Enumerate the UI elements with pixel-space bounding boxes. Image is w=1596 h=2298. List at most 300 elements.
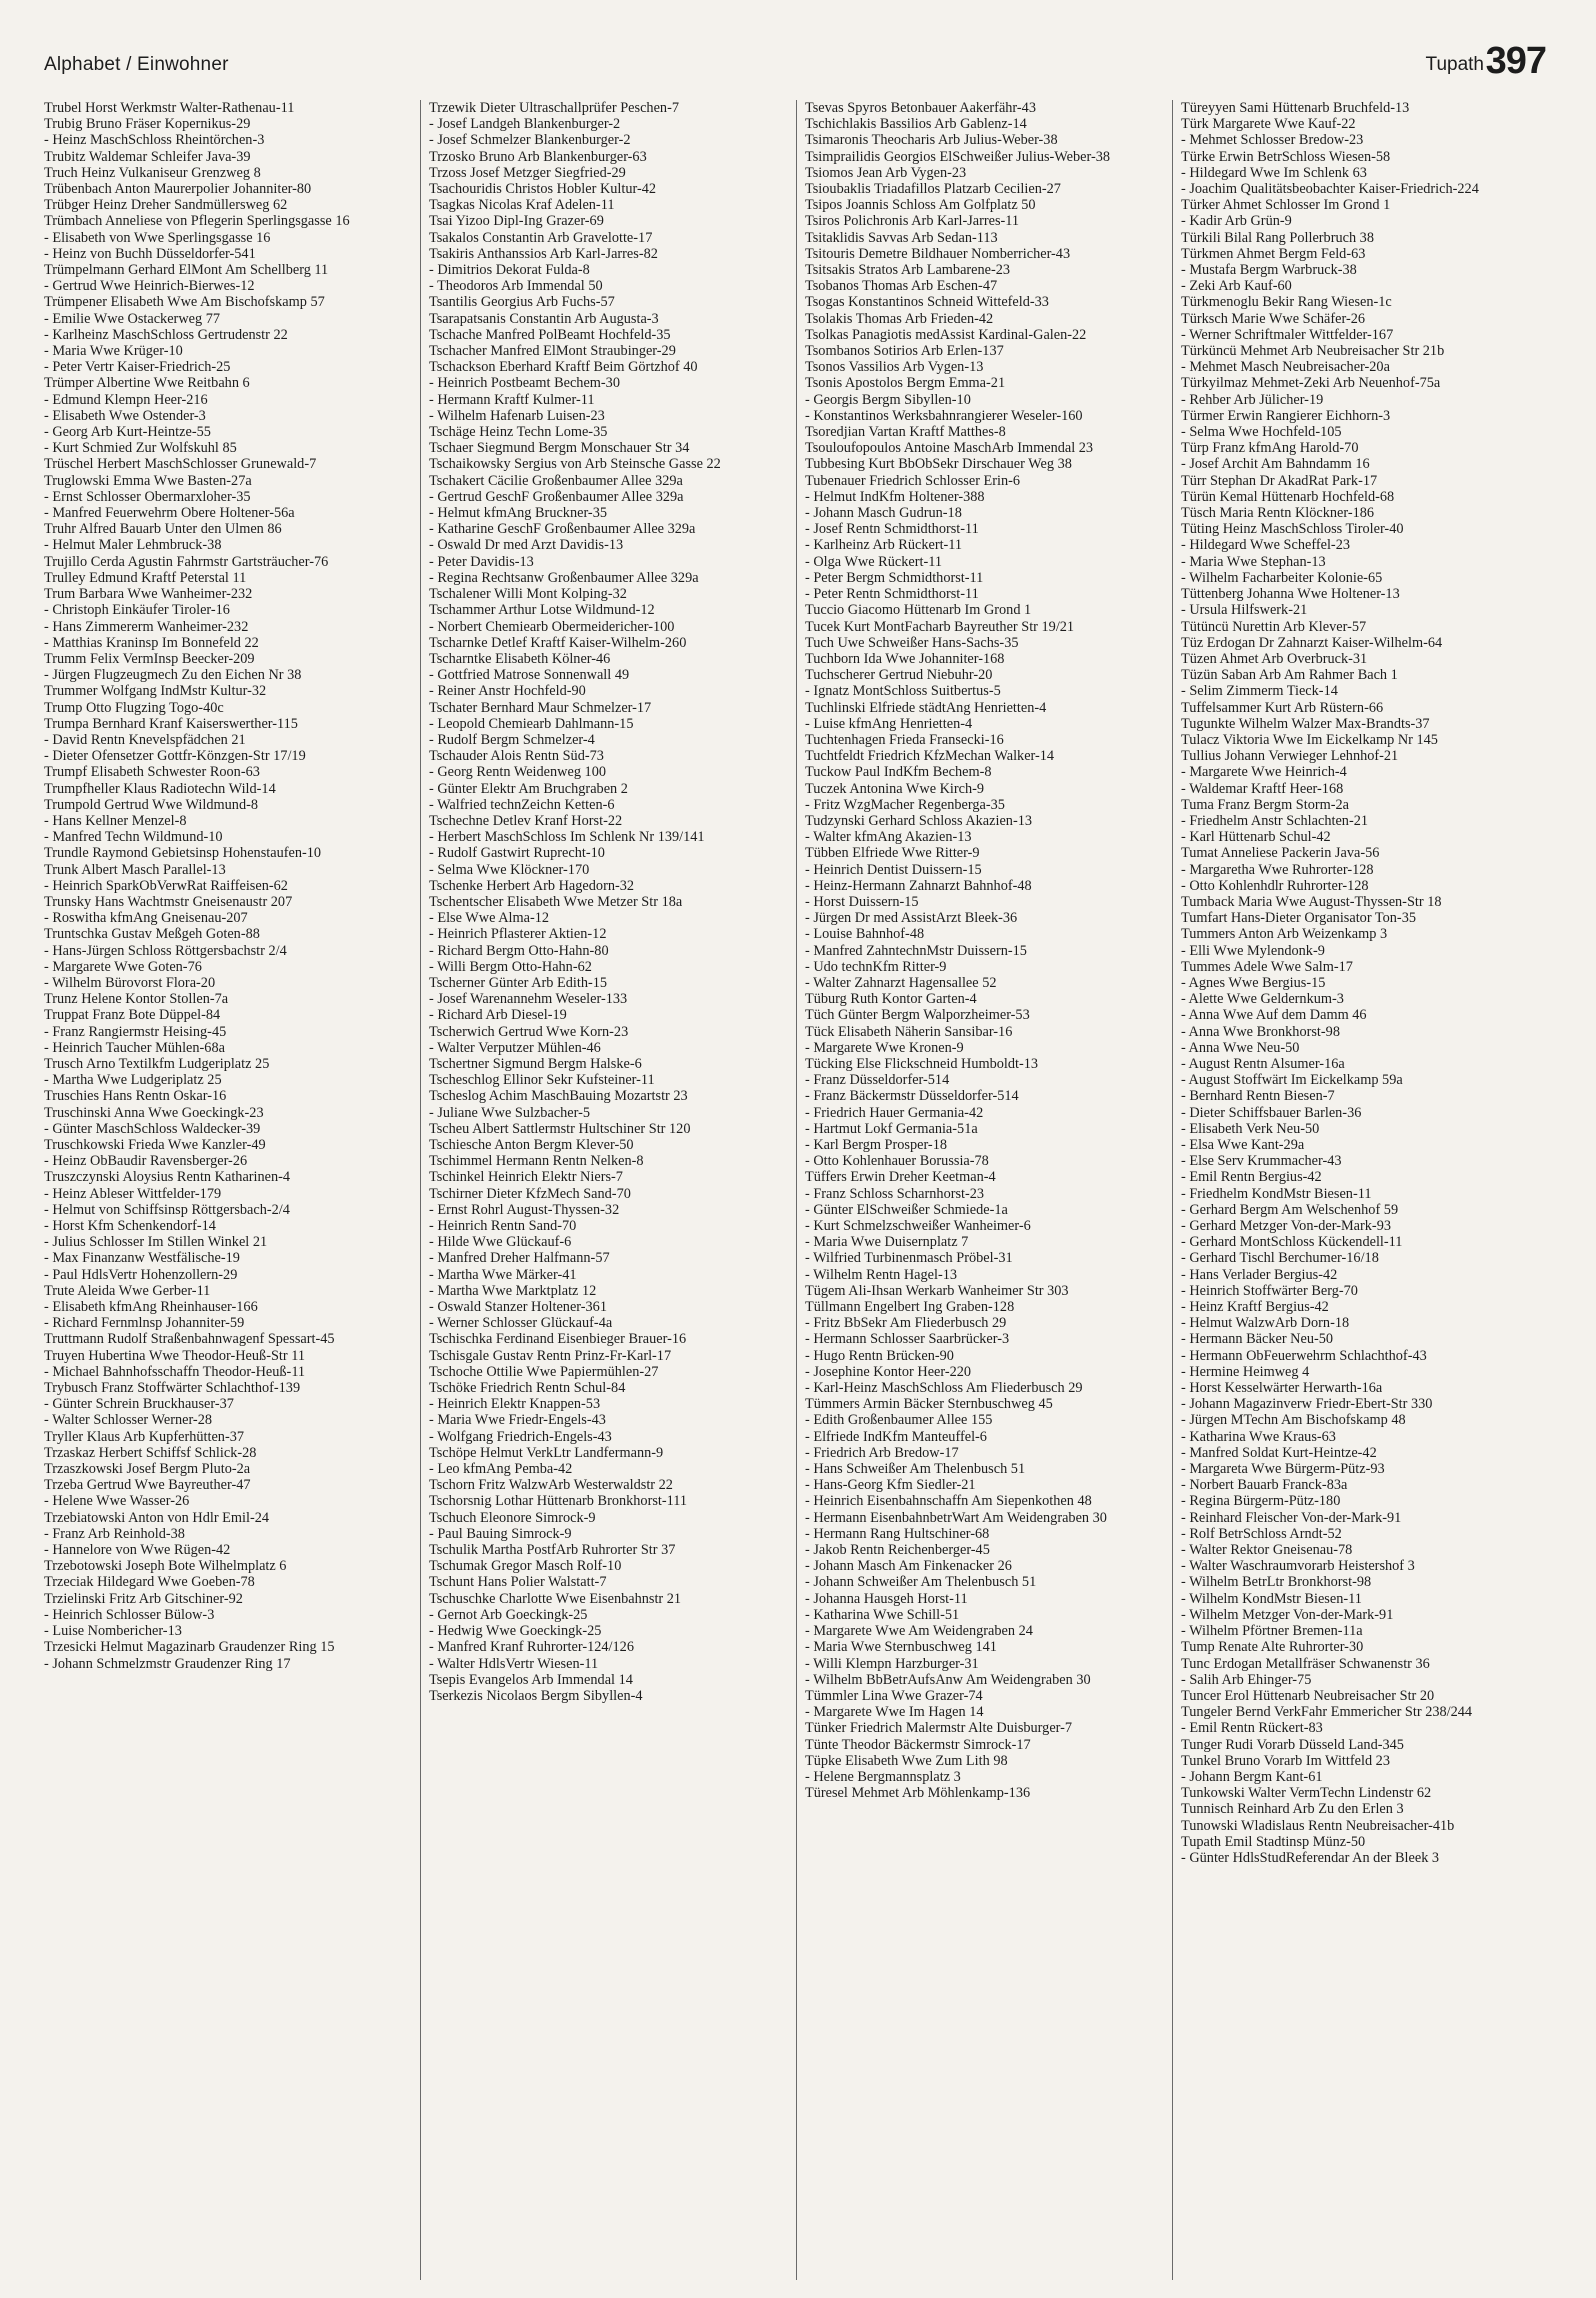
directory-entry: Trubig Bruno Fräser Kopernikus-29 bbox=[44, 116, 251, 133]
directory-entry: - Joachim Qualitätsbeobachter Kaiser-Friedrich-224 bbox=[1181, 181, 1479, 198]
directory-entry: - Roswitha kfmAng Gneisenau-207 bbox=[44, 910, 248, 927]
directory-entry: Tump Renate Alte Ruhrorter-30 bbox=[1181, 1639, 1364, 1656]
directory-entry: Tschorsnig Lothar Hüttenarb Bronkhorst-111 bbox=[429, 1493, 688, 1510]
directory-entry: Tünker Friedrich Malermstr Alte Duisburger-7 bbox=[805, 1720, 1073, 1737]
directory-entry: Tsolkas Panagiotis medAssist Kardinal-Galen-22 bbox=[805, 326, 1087, 343]
directory-entry: - Horst Kesselwärter Herwarth-16a bbox=[1181, 1380, 1383, 1397]
directory-entry: Trzeba Gertrud Wwe Bayreuther-47 bbox=[44, 1477, 251, 1494]
directory-entry: Tschichlakis Bassilios Arb Gablenz-14 bbox=[805, 116, 1027, 133]
directory-entry: - Franz Düsseldorfer-514 bbox=[805, 1072, 950, 1089]
directory-entry: Truschkowski Frieda Wwe Kanzler-49 bbox=[44, 1137, 266, 1153]
directory-entry: - Karlheinz Arb Rückert-11 bbox=[805, 537, 963, 554]
directory-entry: Trumm Felix VermInsp Beecker-209 bbox=[44, 650, 255, 667]
directory-entry: Trümper Albertine Wwe Reitbahn 6 bbox=[44, 375, 250, 392]
directory-entry: Tschirner Dieter KfzMech Sand-70 bbox=[429, 1185, 631, 1202]
directory-entry: - Ignatz MontSchloss Suitbertus-5 bbox=[805, 683, 1001, 700]
directory-entry: - Julius Schlosser Im Stillen Winkel 21 bbox=[44, 1234, 268, 1251]
directory-entry: - Peter Bergm Schmidthorst-11 bbox=[805, 569, 984, 586]
directory-entry: - Hedwig Wwe Goeckingk-25 bbox=[429, 1623, 602, 1640]
directory-entry: Truttmann Rudolf Straßenbahnwagenf Spessart-45 bbox=[44, 1331, 335, 1348]
running-head-word: Tupath bbox=[1425, 54, 1484, 75]
directory-entry: - Heinz ObBaudir Ravensberger-26 bbox=[44, 1153, 248, 1170]
directory-entry: - Hans Zimmererm Wanheimer-232 bbox=[44, 618, 249, 635]
directory-entry: - Gerhard Tischl Berchumer-16/18 bbox=[1181, 1250, 1379, 1267]
directory-entry: - Mustafa Bergm Warbruck-38 bbox=[1181, 262, 1357, 279]
directory-entry: - Margarete Wwe Heinrich-4 bbox=[1181, 764, 1347, 781]
directory-entry: Türksch Marie Wwe Schäfer-26 bbox=[1181, 310, 1366, 327]
directory-entry: - Salih Arb Ehinger-75 bbox=[1181, 1671, 1312, 1688]
directory-entry: - Friedrich Arb Bredow-17 bbox=[805, 1444, 959, 1461]
directory-entry: - Matthias Kraninsp Im Bonnefeld 22 bbox=[44, 634, 259, 651]
directory-entry: Tubbesing Kurt BbObSekr Dirschauer Weg 38 bbox=[805, 456, 1072, 473]
directory-entry: - Manfred Dreher Halfmann-57 bbox=[429, 1250, 610, 1267]
directory-entry: Trunz Helene Kontor Stollen-7a bbox=[44, 991, 229, 1008]
directory-entry: Tsobanos Thomas Arb Eschen-47 bbox=[805, 278, 998, 295]
directory-entry: - Ernst Schlosser Obermarxloher-35 bbox=[44, 488, 251, 505]
directory-entry: - Hermine Heimweg 4 bbox=[1181, 1363, 1310, 1380]
directory-entry: Tsipos Joannis Schloss Am Golfplatz 50 bbox=[805, 197, 1036, 214]
directory-entry: - Gertrud Wwe Heinrich-Bierwes-12 bbox=[44, 278, 255, 295]
directory-entry: - Heinz Kraftf Bergius-42 bbox=[1181, 1299, 1329, 1316]
directory-entry: Tüzen Ahmet Arb Overbruck-31 bbox=[1181, 650, 1368, 667]
directory-entry: - Johanna Hausgeh Horst-11 bbox=[805, 1590, 968, 1607]
directory-entry: - Walfried technZeichn Ketten-6 bbox=[429, 796, 615, 813]
directory-entry: Türp Franz kfmAng Harold-70 bbox=[1181, 440, 1359, 457]
directory-entry: Tschäge Heinz Techn Lome-35 bbox=[429, 424, 608, 441]
directory-entry: Tschater Bernhard Maur Schmelzer-17 bbox=[429, 699, 652, 716]
directory-entry: - Jürgen MTechn Am Bischofskamp 48 bbox=[1181, 1412, 1406, 1429]
directory-entry: - Heinrich Schlosser Bülow-3 bbox=[44, 1606, 215, 1623]
directory-entry: - Willi Klempn Harzburger-31 bbox=[805, 1655, 979, 1672]
directory-entry: - Wilhelm Facharbeiter Kolonie-65 bbox=[1181, 569, 1383, 586]
directory-entry: - Heinrich Elektr Knappen-53 bbox=[429, 1396, 601, 1413]
directory-entry: Tschöke Friedrich Rentn Schul-84 bbox=[429, 1380, 626, 1397]
directory-entry: - Norbert Chemiearb Obermeidericher-100 bbox=[429, 618, 675, 635]
directory-entry: - Günter MaschSchloss Waldecker-39 bbox=[44, 1120, 261, 1137]
directory-entry: - Luise kfmAng Henrietten-4 bbox=[805, 715, 973, 732]
directory-entry: - Emil Rentn Bergius-42 bbox=[1181, 1169, 1322, 1186]
directory-entry: - Heinz MaschSchloss Rheintörchen-3 bbox=[44, 132, 265, 149]
directory-entry: Trzaszkowski Josef Bergm Pluto-2a bbox=[44, 1461, 251, 1478]
directory-entry: - Josef Schmelzer Blankenburger-2 bbox=[429, 132, 631, 149]
directory-entry: Tüz Erdogan Dr Zahnarzt Kaiser-Wilhelm-64 bbox=[1181, 634, 1443, 651]
directory-entry: Tschalener Willi Mont Kolping-32 bbox=[429, 586, 627, 603]
directory-entry: Tsarapatsanis Constantin Arb Augusta-3 bbox=[429, 310, 659, 327]
directory-entry: - Wilhelm BbBetrAufsAnw Am Weidengraben 30 bbox=[805, 1671, 1091, 1688]
directory-entry: Tschischka Ferdinand Eisenbieger Brauer-16 bbox=[429, 1331, 687, 1348]
directory-entry: - Elisabeth Verk Neu-50 bbox=[1181, 1120, 1320, 1137]
directory-entry: Trute Aleida Wwe Gerber-11 bbox=[44, 1282, 211, 1299]
directory-entry: Tschammer Arthur Lotse Wildmund-12 bbox=[429, 602, 655, 619]
directory-entry: - Johann Schweißer Am Thelenbusch 51 bbox=[805, 1574, 1037, 1591]
directory-entry: Trummer Wolfgang IndMstr Kultur-32 bbox=[44, 683, 267, 700]
directory-entry: Tunnisch Reinhard Arb Zu den Erlen 3 bbox=[1181, 1801, 1404, 1818]
directory-entry: Tschaer Siegmund Bergm Monschauer Str 34 bbox=[429, 440, 690, 457]
directory-entry: Trzebotowski Joseph Bote Wilhelmplatz 6 bbox=[44, 1558, 287, 1575]
directory-entry: - Walter Waschraumvorarb Heistershof 3 bbox=[1181, 1558, 1415, 1575]
directory-entry: Truntschka Gustav Meßgeh Goten-88 bbox=[44, 926, 260, 943]
directory-entry: Tsitsakis Stratos Arb Lambarene-23 bbox=[805, 262, 1011, 279]
directory-entry: Trumpa Bernhard Kranf Kaiserswerther-115 bbox=[44, 715, 298, 732]
directory-entry: Tuchtenhagen Frieda Fransecki-16 bbox=[805, 731, 1004, 748]
directory-entry: Tubenauer Friedrich Schlosser Erin-6 bbox=[805, 472, 1021, 489]
directory-entry: - Dieter Ofensetzer Gottfr-Könzgen-Str 17/19 bbox=[44, 748, 306, 765]
directory-entry: - Gerhard Bergm Am Welschenhof 59 bbox=[1181, 1201, 1399, 1218]
directory-entry: - Johann Bergm Kant-61 bbox=[1181, 1768, 1323, 1785]
directory-entry: - Walter kfmAng Akazien-13 bbox=[805, 829, 972, 846]
directory-entry: Tuchtfeldt Friedrich KfzMechan Walker-14 bbox=[805, 748, 1055, 765]
directory-entry: Tsimprailidis Georgios ElSchweißer Julius-Weber-38 bbox=[805, 148, 1111, 165]
directory-entry: - Hans Schweißer Am Thelenbusch 51 bbox=[805, 1461, 1026, 1478]
directory-entry: Tsachouridis Christos Hobler Kultur-42 bbox=[429, 181, 657, 198]
directory-entry: - Kadir Arb Grün-9 bbox=[1181, 213, 1292, 230]
directory-entry: - Richard Bergm Otto-Hahn-80 bbox=[429, 942, 609, 959]
directory-entry: Tüch Günter Bergm Walporzheimer-53 bbox=[805, 1007, 1030, 1024]
directory-entry: - Wilhelm Hafenarb Luisen-23 bbox=[429, 407, 605, 424]
directory-entry: Tüttenberg Johanna Wwe Holtener-13 bbox=[1181, 586, 1400, 603]
directory-entry: Türr Stephan Dr AkadRat Park-17 bbox=[1181, 472, 1378, 489]
directory-entry: - Hermann ObFeuerwehrm Schlachthof-43 bbox=[1181, 1347, 1427, 1364]
directory-entry: Tünte Theodor Bäckermstr Simrock-17 bbox=[805, 1736, 1031, 1753]
directory-entry: - Horst Duissern-15 bbox=[805, 893, 919, 910]
directory-entry: - Regina Bürgerm-Pütz-180 bbox=[1181, 1493, 1341, 1510]
directory-entry: Tupath Emil Stadtinsp Münz-50 bbox=[1181, 1833, 1366, 1850]
directory-entry: Truppat Franz Bote Düppel-84 bbox=[44, 1007, 221, 1024]
directory-entry: - Gertrud GeschF Großenbaumer Allee 329a bbox=[429, 488, 684, 505]
directory-entry: - Kurt Schmelzschweißer Wanheimer-6 bbox=[805, 1218, 1031, 1235]
directory-entry: - Margarete Wwe Am Weidengraben 24 bbox=[805, 1623, 1033, 1640]
directory-entry: Tschechne Detlev Kranf Horst-22 bbox=[429, 812, 623, 829]
directory-entry: - Richard Fernmlnsp Johanniter-59 bbox=[44, 1315, 245, 1332]
directory-entry: - Hildegard Wwe Scheffel-23 bbox=[1181, 537, 1350, 554]
directory-entry: - Rudolf Bergm Schmelzer-4 bbox=[429, 731, 595, 748]
directory-entry: Tüllmann Engelbert Ing Graben-128 bbox=[805, 1299, 1015, 1316]
column-1 bbox=[44, 100, 420, 2280]
directory-entry: Trzosko Bruno Arb Blankenburger-63 bbox=[429, 148, 647, 165]
directory-entry: - Selma Wwe Hochfeld-105 bbox=[1181, 424, 1342, 441]
directory-entry: Truyen Hubertina Wwe Theodor-Heuß-Str 11 bbox=[44, 1347, 305, 1364]
directory-entry: - Karl-Heinz MaschSchloss Am Fliederbusch 29 bbox=[805, 1380, 1083, 1397]
directory-entry: - Walter Rektor Gneisenau-78 bbox=[1181, 1542, 1353, 1559]
directory-entry: - Gottfried Matrose Sonnenwall 49 bbox=[429, 667, 630, 684]
directory-entry: - Helmut IndKfm Holtener-388 bbox=[805, 488, 985, 505]
directory-entry: - Michael Bahnhofsschaffn Theodor-Heuß-11 bbox=[44, 1363, 306, 1380]
directory-entry: - Wolfgang Friedrich-Engels-43 bbox=[429, 1428, 612, 1445]
directory-entry: - Anna Wwe Auf dem Damm 46 bbox=[1181, 1007, 1367, 1024]
directory-entry: - Heinrich SparkObVerwRat Raiffeisen-62 bbox=[44, 877, 288, 894]
directory-entry: - Günter Schrein Bruckhauser-37 bbox=[44, 1396, 234, 1413]
directory-entry: Tuccio Giacomo Hüttenarb Im Grond 1 bbox=[805, 602, 1032, 619]
directory-entry: - Waldemar Kraftf Heer-168 bbox=[1181, 780, 1344, 797]
directory-entry: Türk Margarete Wwe Kauf-22 bbox=[1181, 116, 1356, 133]
section-title: Alphabet / Einwohner bbox=[44, 54, 229, 75]
directory-entry: Tschertner Sigmund Bergm Halske-6 bbox=[429, 1055, 642, 1072]
directory-entry: Tuncer Erol Hüttenarb Neubreisacher Str 20 bbox=[1181, 1687, 1435, 1704]
directory-entry: Truch Heinz Vulkaniseur Grenzweg 8 bbox=[44, 164, 261, 181]
directory-entry: Trulley Edmund Kraftf Peterstal 11 bbox=[44, 569, 247, 586]
directory-entry: Tsepis Evangelos Arb Immendal 14 bbox=[429, 1671, 633, 1688]
directory-entry: Türkmenoglu Bekir Rang Wiesen-1c bbox=[1181, 294, 1392, 311]
directory-entry: - Franz Rangiermstr Heising-45 bbox=[44, 1023, 227, 1040]
directory-entry: Tschunt Hans Polier Walstatt-7 bbox=[429, 1574, 607, 1591]
directory-entry: Trüschel Herbert MaschSchlosser Grunewald-7 bbox=[44, 456, 317, 473]
directory-entry: - Friedhelm KondMstr Biesen-11 bbox=[1181, 1185, 1372, 1202]
directory-entry: - Elisabeth kfmAng Rheinhauser-166 bbox=[44, 1299, 258, 1316]
directory-entry: Tsagkas Nicolas Kraf Adelen-11 bbox=[429, 197, 615, 214]
directory-entry: Tunkowski Walter VermTechn Lindenstr 62 bbox=[1181, 1785, 1432, 1802]
directory-entry: - Helmut kfmAng Bruckner-35 bbox=[429, 505, 607, 522]
directory-entry: - Martha Wwe Märker-41 bbox=[429, 1266, 577, 1283]
directory-entry: Tscherner Günter Arb Edith-15 bbox=[429, 974, 608, 991]
directory-entry: - Heinrich Postbeamt Bechem-30 bbox=[429, 375, 620, 392]
directory-entry: Tulacz Viktoria Wwe Im Eickelkamp Nr 145 bbox=[1181, 731, 1438, 748]
directory-entry: - Edmund Klempn Heer-216 bbox=[44, 391, 208, 408]
directory-entry: Tumat Anneliese Packerin Java-56 bbox=[1181, 845, 1380, 862]
directory-entry: Tummes Adele Wwe Salm-17 bbox=[1181, 958, 1353, 975]
directory-entry: - Wilhelm Rentn Hagel-13 bbox=[805, 1266, 958, 1283]
directory-entry: - Else Wwe Alma-12 bbox=[429, 910, 550, 927]
directory-entry: - Karl Bergm Prosper-18 bbox=[805, 1137, 947, 1153]
directory-entry: Tschackson Eberhard Kraftf Beim Görtzhof 40 bbox=[429, 359, 698, 376]
directory-entry: - Hermann Kraftf Kulmer-11 bbox=[429, 391, 595, 408]
directory-entry: Tsoredjian Vartan Kraftf Matthes-8 bbox=[805, 424, 1006, 441]
directory-entry: - Mehmet Schlosser Bredow-23 bbox=[1181, 132, 1364, 149]
directory-entry: - Heinz Ableser Wittfelder-179 bbox=[44, 1185, 222, 1202]
directory-entry: - Theodoros Arb Immendal 50 bbox=[429, 278, 603, 295]
directory-entry: - Maria Wwe Friedr-Engels-43 bbox=[429, 1412, 606, 1429]
directory-entry: Tscheschlog Ellinor Sekr Kufsteiner-11 bbox=[429, 1072, 655, 1089]
directory-entry: - Maria Wwe Krüger-10 bbox=[44, 343, 183, 360]
directory-entry: Truglowski Emma Wwe Basten-27a bbox=[44, 472, 252, 489]
directory-entry: Tüzün Saban Arb Am Rahmer Bach 1 bbox=[1181, 667, 1398, 684]
directory-entry: Tsiomos Jean Arb Vygen-23 bbox=[805, 164, 967, 181]
directory-entry: Tunkel Bruno Vorarb Im Wittfeld 23 bbox=[1181, 1752, 1390, 1769]
directory-entry: - Heinrich Eisenbahnschaffn Am Siepenkothen 48 bbox=[805, 1493, 1092, 1510]
directory-entry: - Josephine Kontor Heer-220 bbox=[805, 1363, 972, 1380]
directory-entry: - Heinz von Buchh Düsseldorfer-541 bbox=[44, 245, 256, 262]
directory-entry: Truszczynski Aloysius Rentn Katharinen-4 bbox=[44, 1169, 291, 1186]
directory-entry: Tück Elisabeth Näherin Sansibar-16 bbox=[805, 1023, 1013, 1040]
directory-entry: Tsakalos Constantin Arb Gravelotte-17 bbox=[429, 229, 653, 246]
directory-entry: Türküncü Mehmet Arb Neubreisacher Str 21b bbox=[1181, 343, 1445, 360]
directory-entry: Tschacher Manfred ElMont Straubinger-29 bbox=[429, 343, 676, 360]
page-header bbox=[44, 40, 1546, 86]
directory-entry: Türün Kemal Hüttenarb Hochfeld-68 bbox=[1181, 488, 1395, 505]
directory-entry: - Otto Kohlenhauer Borussia-78 bbox=[805, 1153, 989, 1170]
directory-entry: Türkili Bilal Rang Pollerbruch 38 bbox=[1181, 229, 1374, 246]
directory-entry: Tschuschke Charlotte Wwe Eisenbahnstr 21 bbox=[429, 1590, 682, 1607]
directory-entry: - Josef Rentn Schmidthorst-11 bbox=[805, 521, 979, 538]
directory-entry: - Jakob Rentn Reichenberger-45 bbox=[805, 1542, 990, 1559]
directory-entry: - Paul HdlsVertr Hohenzollern-29 bbox=[44, 1266, 238, 1283]
directory-entry: Tschulik Martha PostfArb Ruhrorter Str 37 bbox=[429, 1542, 676, 1559]
directory-entry: Tügem Ali-Ihsan Werkarb Wanheimer Str 303 bbox=[805, 1282, 1069, 1299]
directory-entry: - Elisabeth von Wwe Sperlingsgasse 16 bbox=[44, 229, 271, 246]
directory-entry: Trundle Raymond Gebietsinsp Hohenstaufen-10 bbox=[44, 845, 322, 862]
directory-entry: - Gerhard MontSchloss Kückendell-11 bbox=[1181, 1234, 1403, 1251]
directory-entry: Tummers Anton Arb Weizenkamp 3 bbox=[1181, 926, 1388, 943]
directory-entry: - Gernot Arb Goeckingk-25 bbox=[429, 1606, 588, 1623]
directory-entry: - Josef Archit Am Bahndamm 16 bbox=[1181, 456, 1370, 473]
directory-entry: Tuchlinski Elfriede städtAng Henrietten-4 bbox=[805, 699, 1047, 716]
directory-entry: - Olga Wwe Rückert-11 bbox=[805, 553, 942, 570]
directory-entry: Tschuch Eleonore Simrock-9 bbox=[429, 1509, 596, 1526]
directory-entry: Tsiros Polichronis Arb Karl-Jarres-11 bbox=[805, 213, 1020, 230]
directory-entry: Tsitouris Demetre Bildhauer Nomberricher-43 bbox=[805, 245, 1071, 262]
directory-entry: - Elsa Wwe Kant-29a bbox=[1181, 1137, 1305, 1153]
directory-entry: - Hans-Georg Kfm Siedler-21 bbox=[805, 1477, 976, 1494]
directory-entry: - Helene Wwe Wasser-26 bbox=[44, 1493, 190, 1510]
directory-entry: - Johann Schmelzmstr Graudenzer Ring 17 bbox=[44, 1655, 291, 1672]
directory-entry: Tscharnke Detlef Kraftf Kaiser-Wilhelm-260 bbox=[429, 634, 687, 651]
directory-entry: - Georgis Bergm Sibyllen-10 bbox=[805, 391, 971, 408]
directory-entry: - Emil Rentn Rückert-83 bbox=[1181, 1720, 1323, 1737]
directory-entry: - Maria Wwe Duisernplatz 7 bbox=[805, 1234, 969, 1251]
directory-entry: - Mehmet Masch Neubreisacher-20a bbox=[1181, 359, 1390, 376]
directory-entry: Truschinski Anna Wwe Goeckingk-23 bbox=[44, 1104, 264, 1121]
directory-entry: - Margarete Wwe Goten-76 bbox=[44, 958, 202, 975]
directory-entry: Tschorn Fritz WalzwArb Westerwaldstr 22 bbox=[429, 1477, 673, 1494]
directory-entry: Tryller Klaus Arb Kupferhütten-37 bbox=[44, 1428, 244, 1445]
directory-entry: - Horst Kfm Schenkendorf-14 bbox=[44, 1218, 216, 1235]
directory-entry: - Hartmut Lokf Germania-51a bbox=[805, 1120, 978, 1137]
directory-entry: - Josef Warenannehm Weseler-133 bbox=[429, 991, 628, 1008]
directory-entry: - Paul Bauing Simrock-9 bbox=[429, 1525, 572, 1542]
directory-entry: Tübben Elfriede Wwe Ritter-9 bbox=[805, 845, 980, 862]
directory-entry: - Zeki Arb Kauf-60 bbox=[1181, 278, 1292, 295]
directory-entry: Türkyilmaz Mehmet-Zeki Arb Neuenhof-75a bbox=[1181, 375, 1441, 392]
column-2 bbox=[420, 100, 796, 2280]
directory-entry: - Fritz BbSekr Am Fliederbusch 29 bbox=[805, 1315, 1007, 1332]
directory-entry: - Georg Arb Kurt-Heintze-55 bbox=[44, 424, 211, 441]
directory-entry: Tuchscherer Gertrud Niebuhr-20 bbox=[805, 667, 993, 684]
directory-entry: - Reinhard Fleischer Von-der-Mark-91 bbox=[1181, 1509, 1402, 1526]
directory-entry: - Margarete Wwe Kronen-9 bbox=[805, 1039, 964, 1056]
directory-entry: Trump Otto Flugzing Togo-40c bbox=[44, 699, 224, 716]
directory-entry: Trzebiatowski Anton von Hdlr Emil-24 bbox=[44, 1509, 270, 1526]
directory-entry: - Luise Nombericher-13 bbox=[44, 1623, 182, 1640]
directory-entry: Tümmler Lina Wwe Grazer-74 bbox=[805, 1687, 983, 1704]
directory-entry: Tüting Heinz MaschSchloss Tiroler-40 bbox=[1181, 521, 1404, 538]
directory-entry: Türmer Erwin Rangierer Eichhorn-3 bbox=[1181, 407, 1391, 424]
directory-entry: Tunc Erdogan Metallfräser Schwanenstr 36 bbox=[1181, 1655, 1430, 1672]
directory-entry: Tscherwich Gertrud Wwe Korn-23 bbox=[429, 1023, 629, 1040]
directory-entry: Trzoss Josef Metzger Siegfried-29 bbox=[429, 164, 626, 181]
directory-entry: - Peter Vertr Kaiser-Friedrich-25 bbox=[44, 359, 231, 376]
directory-entry: Tschimmel Hermann Rentn Nelken-8 bbox=[429, 1153, 644, 1170]
directory-entry: - Margareta Wwe Bürgerm-Pütz-93 bbox=[1181, 1461, 1385, 1478]
directory-entry: Tscheu Albert Sattlermstr Hultschiner Str 120 bbox=[429, 1120, 691, 1137]
directory-entry: - Karl Hüttenarb Schul-42 bbox=[1181, 829, 1331, 846]
directory-entry: - Heinrich Stoffwärter Berg-70 bbox=[1181, 1282, 1358, 1299]
directory-entry: - Norbert Bauarb Franck-83a bbox=[1181, 1477, 1348, 1494]
directory-entry: - Peter Rentn Schmidthorst-11 bbox=[805, 586, 979, 603]
directory-entry: Tumback Maria Wwe August-Thyssen-Str 18 bbox=[1181, 893, 1442, 910]
directory-entry: - Hilde Wwe Glückauf-6 bbox=[429, 1234, 572, 1251]
directory-entry: Trübenbach Anton Maurerpolier Johanniter-80 bbox=[44, 181, 312, 198]
directory-entry: - Friedhelm Anstr Schlachten-21 bbox=[1181, 812, 1369, 829]
directory-entry: Trubel Horst Werkmstr Walter-Rathenau-11 bbox=[44, 100, 295, 116]
directory-entry: Trübger Heinz Dreher Sandmüllersweg 62 bbox=[44, 197, 288, 214]
directory-entry: - Dimitrios Dekorat Fulda-8 bbox=[429, 262, 590, 279]
directory-entry: - Helene Bergmannsplatz 3 bbox=[805, 1768, 961, 1785]
directory-entry: - Heinrich Dentist Duissern-15 bbox=[805, 861, 982, 878]
directory-entry: Trubitz Waldemar Schleifer Java-39 bbox=[44, 148, 251, 165]
directory-entry: Tserkezis Nicolaos Bergm Sibyllen-4 bbox=[429, 1687, 643, 1704]
directory-entry: - Hermann Bäcker Neu-50 bbox=[1181, 1331, 1334, 1348]
directory-entry: - Hans Verlader Bergius-42 bbox=[1181, 1266, 1338, 1283]
directory-entry: Tüpke Elisabeth Wwe Zum Lith 98 bbox=[805, 1752, 1008, 1769]
directory-entry: Tuffelsammer Kurt Arb Rüstern-66 bbox=[1181, 699, 1384, 716]
directory-entry: - Jürgen Dr med AssistArzt Bleek-36 bbox=[805, 910, 1018, 927]
directory-entry: Trumpf Elisabeth Schwester Roon-63 bbox=[44, 764, 260, 781]
directory-entry: - Johann Masch Am Finkenacker 26 bbox=[805, 1558, 1012, 1575]
directory-entry: Tschakert Cäcilie Großenbaumer Allee 329a bbox=[429, 472, 683, 489]
directory-entry: Tsogas Konstantinos Schneid Wittefeld-33 bbox=[805, 294, 1049, 311]
directory-entry: - August Rentn Alsumer-16a bbox=[1181, 1055, 1345, 1072]
directory-entry: Tüburg Ruth Kontor Garten-4 bbox=[805, 991, 977, 1008]
directory-entry: Tschumak Gregor Masch Rolf-10 bbox=[429, 1558, 622, 1575]
directory-entry: - Elfriede IndKfm Manteuffel-6 bbox=[805, 1428, 987, 1445]
directory-entry: - Herbert MaschSchloss Im Schlenk Nr 139/141 bbox=[429, 829, 705, 846]
directory-entry: Trunk Albert Masch Parallel-13 bbox=[44, 861, 226, 878]
directory-entry: - Dieter Schiffsbauer Barlen-36 bbox=[1181, 1104, 1362, 1121]
directory-entry: - Friedrich Hauer Germania-42 bbox=[805, 1104, 984, 1121]
directory-entry: - Peter Davidis-13 bbox=[429, 553, 534, 570]
directory-entry: - Oswald Dr med Arzt Davidis-13 bbox=[429, 537, 624, 554]
directory-entry: - Katharina Wwe Kraus-63 bbox=[1181, 1428, 1336, 1445]
directory-entry: - Rolf BetrSchloss Arndt-52 bbox=[1181, 1525, 1342, 1542]
directory-entry: - Werner Schlosser Glückauf-4a bbox=[429, 1315, 613, 1332]
directory-entry: Tuma Franz Bergm Storm-2a bbox=[1181, 796, 1349, 813]
directory-entry: - Rudolf Gastwirt Ruprecht-10 bbox=[429, 845, 605, 862]
directory-entry: - Bernhard Rentn Biesen-7 bbox=[1181, 1088, 1335, 1105]
directory-entry: Trumpold Gertrud Wwe Wildmund-8 bbox=[44, 796, 258, 813]
directory-entry: - Martha Wwe Marktplatz 12 bbox=[429, 1282, 597, 1299]
directory-entry: - Emilie Wwe Ostackerweg 77 bbox=[44, 310, 221, 327]
directory-entry: - Hermann Rang Hultschiner-68 bbox=[805, 1525, 990, 1542]
directory-entry: Tschinkel Heinrich Elektr Niers-7 bbox=[429, 1169, 623, 1186]
directory-entry: - Willi Bergm Otto-Hahn-62 bbox=[429, 958, 592, 975]
directory-entry: - Manfred Feuerwehrm Obere Holtener-56a bbox=[44, 505, 295, 522]
directory-entry: - Maria Wwe Sternbuschweg 141 bbox=[805, 1639, 997, 1656]
page-number: 397 bbox=[1485, 40, 1546, 82]
directory-entry: - Helmut WalzwArb Dorn-18 bbox=[1181, 1315, 1350, 1332]
directory-entry: Tschauder Alois Rentn Süd-73 bbox=[429, 748, 604, 765]
directory-entry: Türker Ahmet Schlosser Im Grond 1 bbox=[1181, 197, 1391, 214]
directory-entry: Tschisgale Gustav Rentn Prinz-Fr-Karl-17 bbox=[429, 1347, 672, 1364]
directory-entry: - Selim Zimmerm Tieck-14 bbox=[1181, 683, 1338, 700]
directory-entry: Türeyyen Sami Hüttenarb Bruchfeld-13 bbox=[1181, 100, 1410, 116]
directory-entry: - Ernst Rohrl August-Thyssen-32 bbox=[429, 1201, 620, 1218]
directory-entry: - Walter Verputzer Mühlen-46 bbox=[429, 1039, 601, 1056]
directory-entry: Tüffers Erwin Dreher Keetman-4 bbox=[805, 1169, 996, 1186]
directory-entry: Trunsky Hans Wachtmstr Gneisenaustr 207 bbox=[44, 893, 293, 910]
directory-entry: - Jürgen Flugzeugmech Zu den Eichen Nr 38 bbox=[44, 667, 302, 684]
directory-entry: - Hildegard Wwe Im Schlenk 63 bbox=[1181, 164, 1367, 181]
directory-entry: Tschache Manfred PolBeamt Hochfeld-35 bbox=[429, 326, 671, 343]
directory-entry: - Johann Magazinverw Friedr-Ebert-Str 330 bbox=[1181, 1396, 1433, 1413]
directory-entry: Tschaikowsky Sergius von Arb Steinsche Gasse 22 bbox=[429, 456, 721, 473]
directory-entry: - Wilfried Turbinenmasch Pröbel-31 bbox=[805, 1250, 1013, 1267]
directory-entry: - Leopold Chemiearb Dahlmann-15 bbox=[429, 715, 634, 732]
directory-entry: Tsevas Spyros Betonbauer Aakerfähr-43 bbox=[805, 100, 1036, 116]
directory-entry: Tschoche Ottilie Wwe Papiermühlen-27 bbox=[429, 1363, 659, 1380]
directory-entry: Tsakiris Anthanssios Arb Karl-Jarres-82 bbox=[429, 245, 658, 262]
directory-entry: - Alette Wwe Geldernkum-3 bbox=[1181, 991, 1344, 1008]
directory-entry: - Edith Großenbaumer Allee 155 bbox=[805, 1412, 993, 1429]
directory-entry: Trümpener Elisabeth Wwe Am Bischofskamp 57 bbox=[44, 294, 325, 311]
